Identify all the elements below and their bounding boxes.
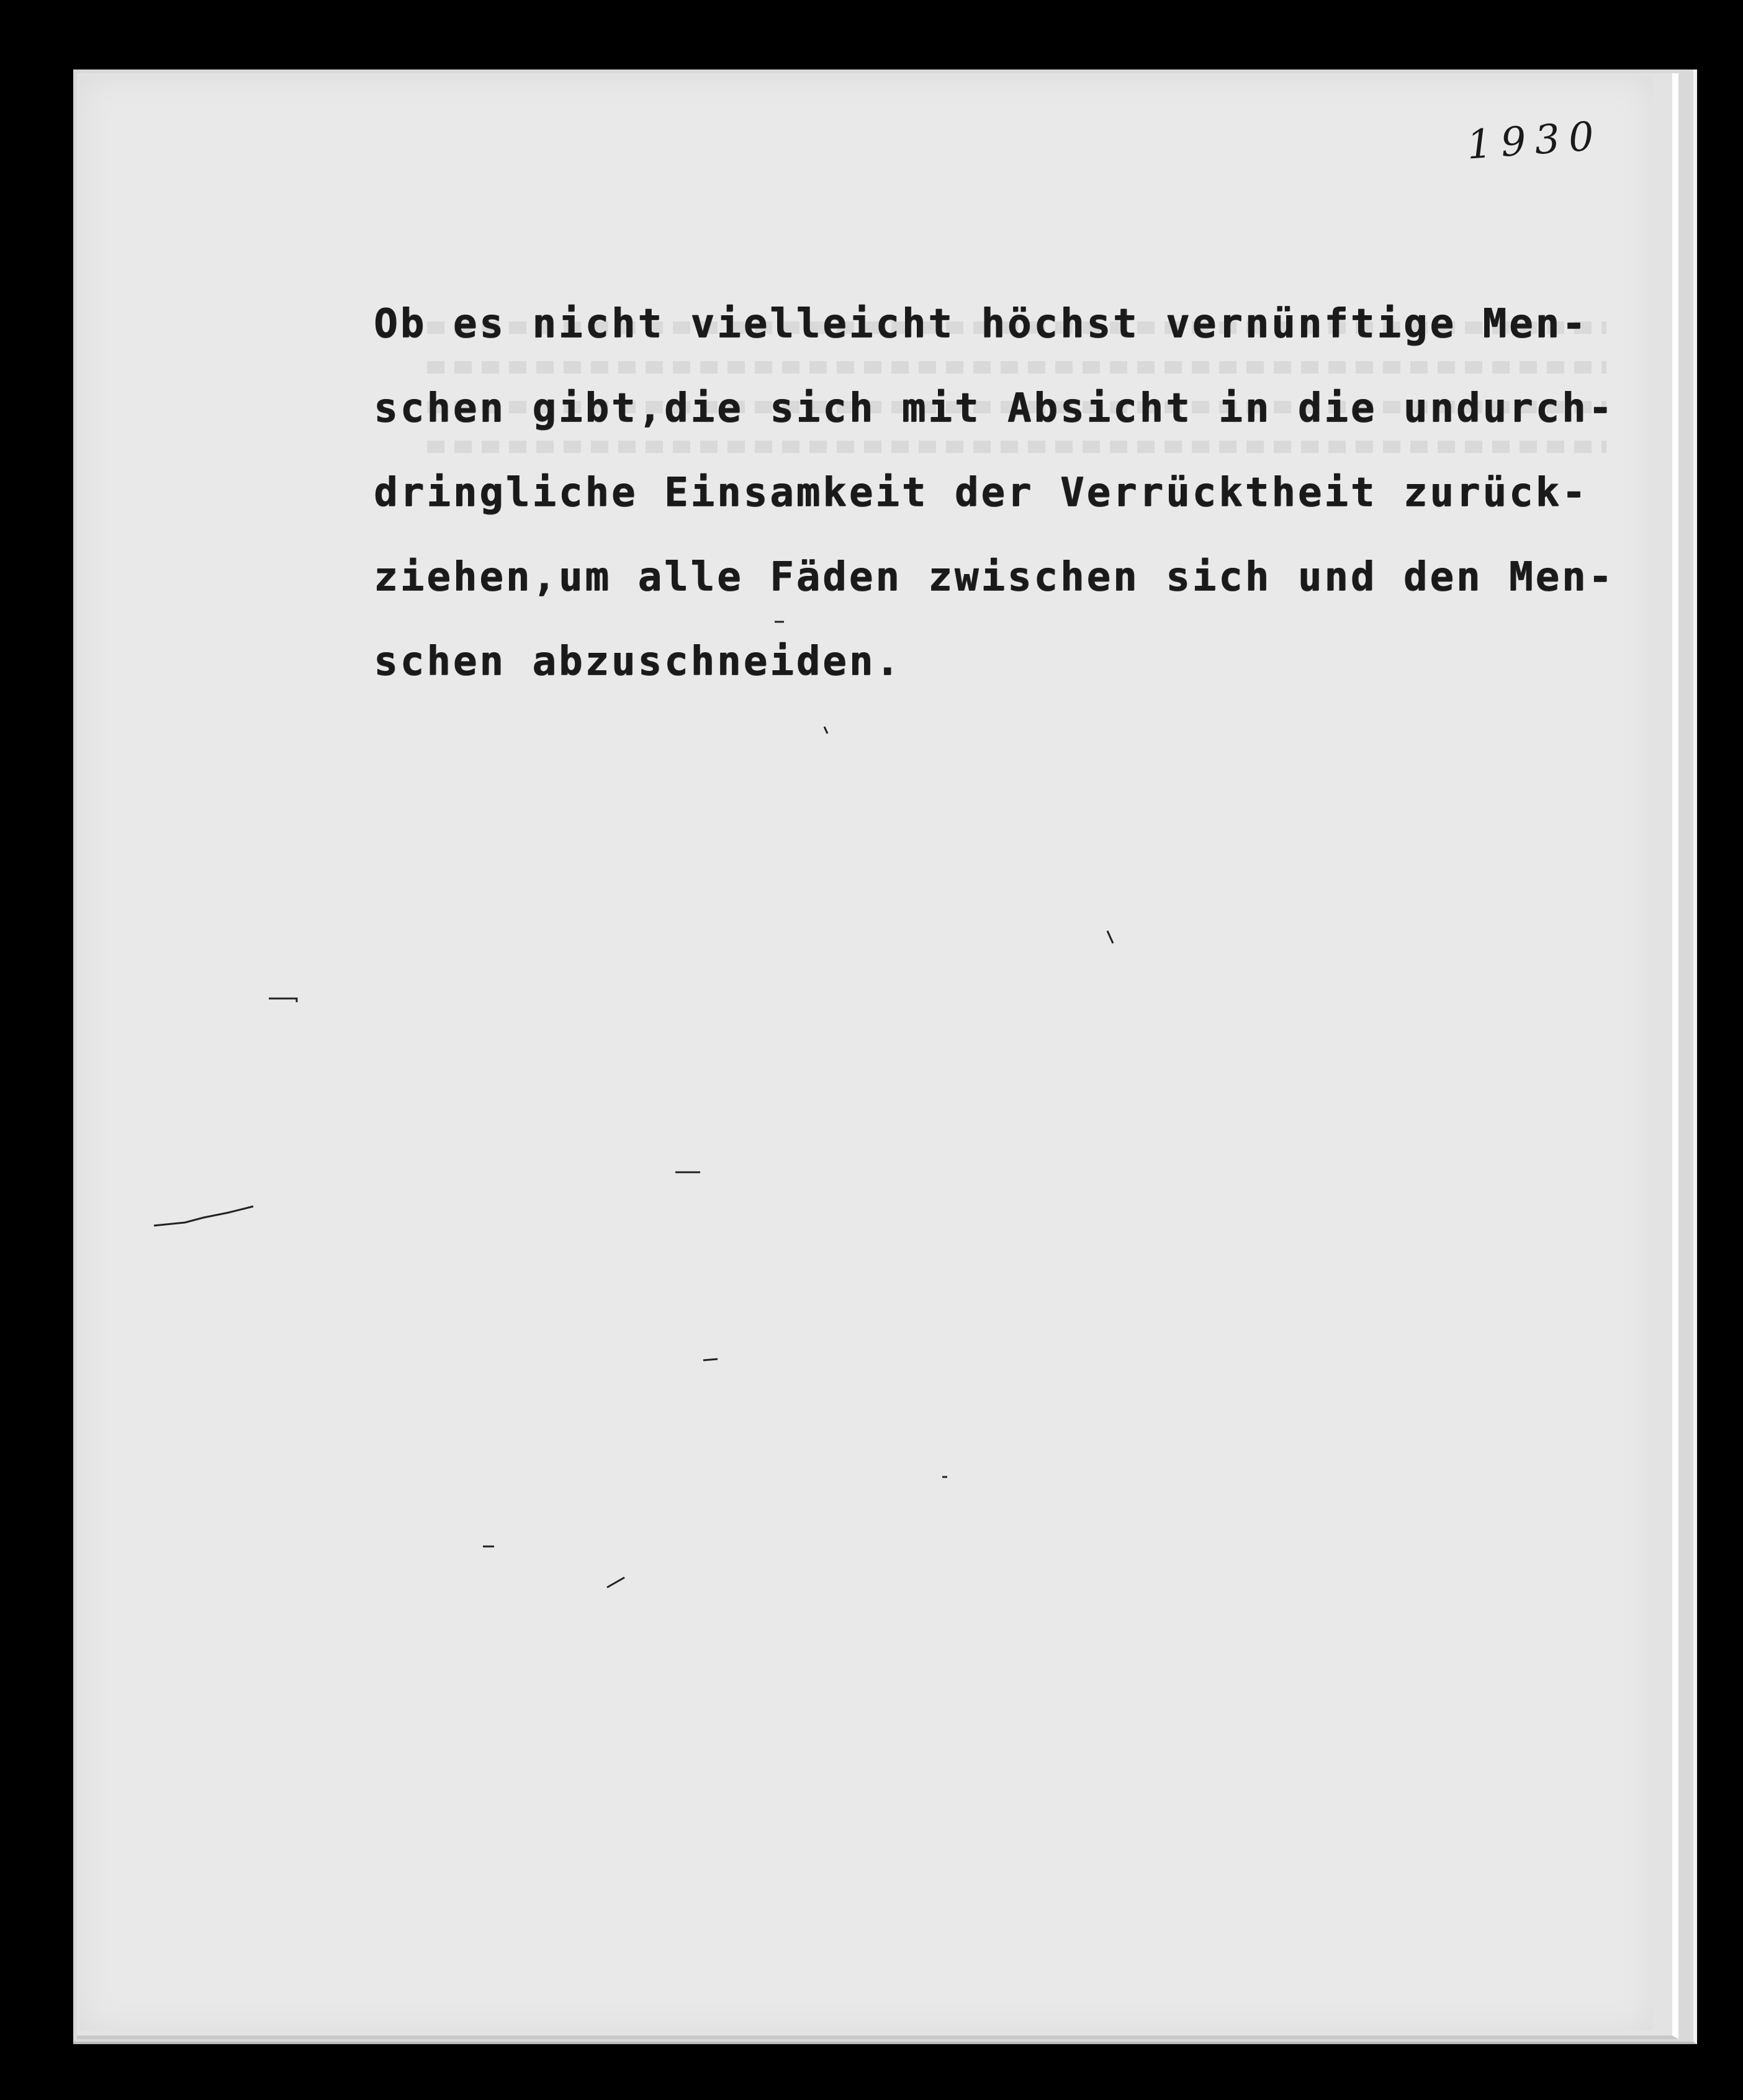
document-page <box>79 76 1652 2030</box>
handwritten-page-number: 1930 <box>1465 113 1605 169</box>
ink-speck <box>1107 931 1113 943</box>
ink-speck <box>607 1577 624 1587</box>
ink-speck <box>703 1359 718 1360</box>
ink-speck <box>154 1206 253 1226</box>
text-line: schen abzuschneiden. <box>374 639 902 684</box>
ink-speck <box>824 727 827 734</box>
text-line: ziehen,um alle Fäden zwischen sich und den Men- <box>374 554 1615 600</box>
text-line: schen gibt,die sich mit Absicht in die undurch- <box>374 385 1615 431</box>
ink-speck <box>269 998 297 1002</box>
text-line: dringliche Einsamkeit der Verrücktheit zurück- <box>374 470 1588 516</box>
text-line: Ob es nicht vielleicht höchst vernünftige Men- <box>374 301 1588 347</box>
paper-specks <box>79 76 1652 2030</box>
